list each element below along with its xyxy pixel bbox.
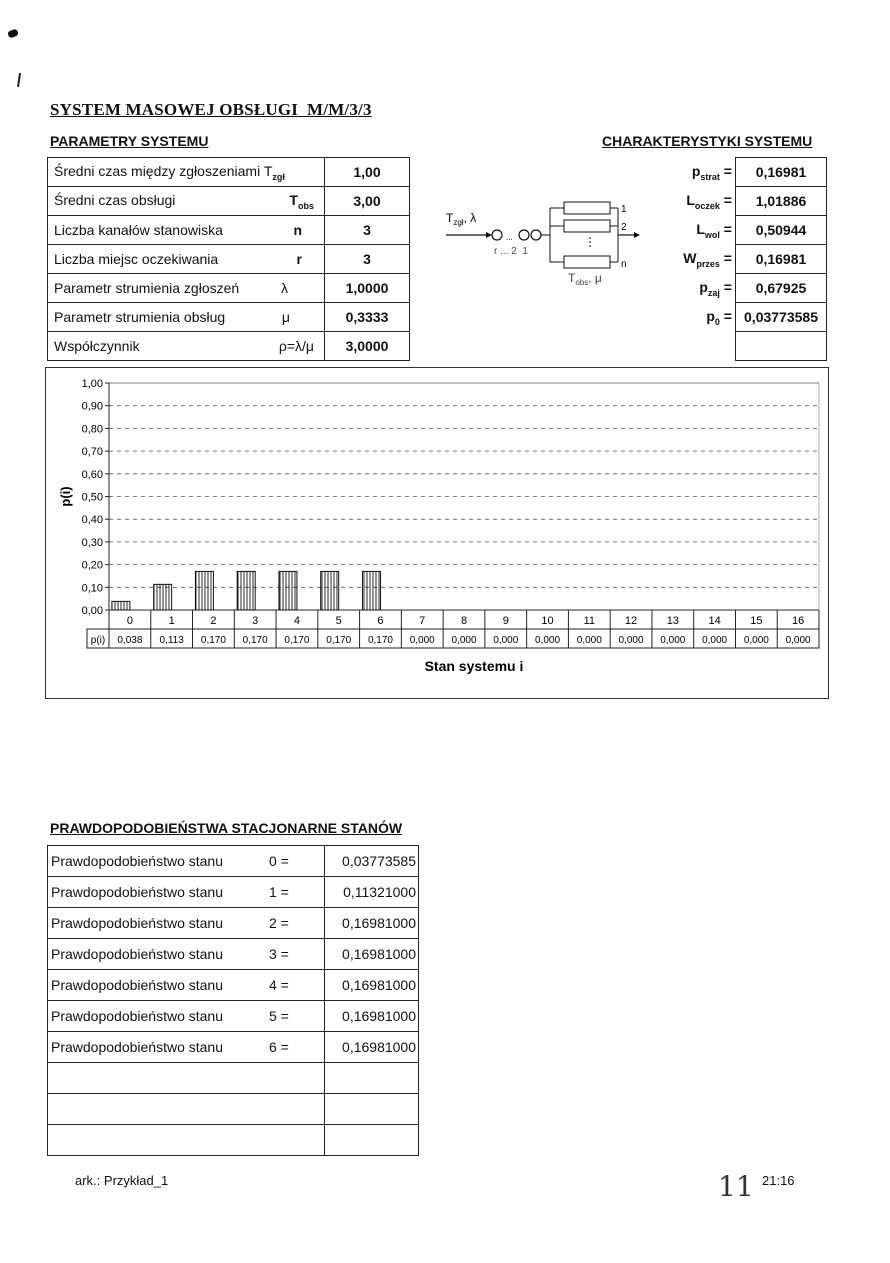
x-tick-label: 4	[293, 615, 301, 627]
data-label: 0,000	[660, 635, 686, 646]
state-index: 6 =	[269, 1039, 289, 1055]
char-value: 0,16981	[736, 158, 827, 187]
sheet-name: ark.: Przykład_1	[75, 1173, 169, 1188]
x-tick-label: 7	[419, 615, 426, 627]
state-label: Prawdopodobieństwo stanu	[51, 884, 224, 900]
x-tick-label: 16	[791, 615, 805, 627]
value-row-label: p(i)	[90, 635, 106, 646]
state-index: 1 =	[269, 884, 289, 900]
bar	[321, 571, 339, 610]
data-label: 0,000	[451, 635, 477, 646]
param-label: Liczba miejsc oczekiwania	[54, 251, 219, 267]
state-label-cell	[48, 970, 325, 1001]
channel-label: 2	[621, 222, 627, 233]
param-label: Parametr strumienia zgłoszeń	[54, 280, 240, 296]
x-axis-label: Stan systemu i	[424, 658, 524, 674]
char-key: $L_{wol}$ =	[696, 220, 732, 240]
state-value: 0,16981000	[325, 1001, 419, 1032]
char-value: 0,16981	[736, 245, 827, 274]
data-label: 0,000	[785, 635, 811, 646]
char-key-empty	[620, 332, 736, 361]
diagram-dots: ⋮	[584, 235, 596, 249]
y-tick-label: 0,50	[81, 491, 103, 504]
char-row	[620, 216, 827, 245]
x-tick-label: 8	[460, 615, 468, 627]
data-label: 0,113	[159, 635, 184, 646]
char-row	[620, 245, 827, 274]
data-label: 0,000	[576, 635, 602, 646]
data-label: 0,170	[242, 635, 268, 646]
y-tick-label: 0,00	[81, 605, 103, 617]
y-tick-label: 1,00	[81, 378, 103, 390]
param-label: Współczynnik	[54, 338, 140, 354]
param-symbol: μ	[281, 309, 290, 325]
x-tick-label: 14	[708, 615, 721, 627]
x-tick-label: 10	[541, 615, 554, 627]
bar	[195, 571, 213, 610]
state-label-cell	[48, 939, 325, 970]
state-row	[48, 908, 419, 939]
char-value: 1,01886	[736, 187, 827, 216]
char-key: $W_{przes}$ =	[683, 249, 732, 269]
state-row	[48, 1032, 419, 1063]
service-channel-icon	[564, 256, 610, 268]
param-value: 1,0000	[325, 274, 410, 303]
state-row-empty	[48, 1125, 419, 1156]
data-label: 0,170	[284, 635, 310, 646]
char-key: $p_0$ =	[706, 307, 732, 327]
data-label: 0,170	[367, 635, 393, 646]
y-tick-label: 0,20	[81, 559, 103, 572]
diagram-service-label: $T_{obs}$, μ	[568, 271, 602, 287]
channel-label: 1	[621, 204, 627, 215]
state-label-cell	[48, 846, 325, 877]
params-heading: PARAMETRY SYSTEMU	[50, 133, 209, 149]
state-label: Prawdopodobieństwo stanu	[51, 977, 224, 993]
data-label: 0,170	[326, 635, 352, 646]
char-row	[620, 158, 827, 187]
state-value: 0,16981000	[325, 939, 419, 970]
state-index: 4 =	[269, 977, 289, 993]
diagram-input-label: $T_{zgł}$, λ	[446, 211, 477, 227]
queue-diagram	[440, 192, 640, 292]
param-label: Średni czas obsługi	[54, 191, 176, 208]
bar	[154, 584, 172, 610]
state-row	[48, 970, 419, 1001]
char-key: $L_{oczek}$ =	[686, 191, 732, 211]
state-row	[48, 846, 419, 877]
state-row	[48, 939, 419, 970]
param-value: 3	[325, 216, 410, 245]
input-arrowhead-icon	[486, 232, 492, 238]
char-key: $p_{strat}$ =	[691, 162, 732, 182]
empty-cell	[48, 1125, 325, 1156]
data-label: 0,038	[117, 635, 143, 646]
param-value: 3	[325, 245, 410, 274]
state-index: 0 =	[269, 853, 289, 869]
x-tick-label: 5	[335, 615, 342, 627]
characteristics-table	[620, 157, 827, 361]
x-tick-label: 0	[126, 615, 133, 627]
state-label-cell	[48, 908, 325, 939]
y-tick-label: 0,80	[81, 423, 103, 436]
x-tick-label: 11	[583, 615, 596, 627]
param-label: Liczba kanałów stanowiska	[54, 222, 223, 238]
param-symbol: λ	[281, 280, 288, 296]
char-row	[620, 274, 827, 303]
state-value: 0,16981000	[325, 970, 419, 1001]
char-value: 0,50944	[736, 216, 827, 245]
bar	[112, 601, 130, 610]
y-tick-label: 0,90	[81, 400, 103, 413]
states-heading: PRAWDOPODOBIEŃSTWA STACJONARNE STANÓW	[50, 820, 403, 836]
char-value: 0,67925	[736, 274, 827, 303]
empty-cell	[48, 1063, 325, 1094]
param-row	[48, 158, 410, 187]
x-tick-label: 6	[377, 615, 384, 627]
empty-cell	[48, 1094, 325, 1125]
service-channel-icon	[564, 202, 610, 214]
channel-label: n	[621, 259, 627, 270]
param-symbol: n	[293, 222, 302, 238]
bar	[279, 571, 297, 610]
state-label: Prawdopodobieństwo stanu	[51, 853, 224, 869]
state-value: 0,16981000	[325, 908, 419, 939]
data-label: 0,000	[743, 635, 769, 646]
data-label: 0,000	[618, 635, 644, 646]
state-label: Prawdopodobieństwo stanu	[51, 915, 224, 931]
y-axis-label: p(i)	[58, 486, 73, 507]
state-index: 2 =	[269, 915, 289, 931]
queue-slot-icon	[519, 230, 529, 240]
parameters-table	[47, 157, 410, 361]
char-value-empty	[736, 332, 827, 361]
param-row	[48, 187, 410, 216]
data-label: 0,000	[702, 635, 728, 646]
queue-dots: ...	[506, 233, 513, 242]
param-symbol: ρ=λ/μ	[278, 338, 314, 354]
char-row	[620, 332, 827, 361]
param-row	[48, 274, 410, 303]
param-label: Parametr strumienia obsług	[54, 309, 226, 325]
y-tick-label: 0,30	[81, 536, 103, 549]
param-sub: zgł	[272, 171, 285, 182]
state-label-cell	[48, 1001, 325, 1032]
param-symbol: $T_{obs}$	[289, 191, 314, 211]
page-title: SYSTEM MASOWEJ OBSŁUGI M/M/3/3	[50, 100, 372, 119]
param-row	[48, 332, 410, 361]
print-time: 21:16	[762, 1173, 795, 1188]
param-row	[48, 303, 410, 332]
y-tick-label: 0,70	[81, 446, 103, 459]
state-label: Prawdopodobieństwo stanu	[51, 1039, 224, 1055]
queue-slot-icon	[531, 230, 541, 240]
empty-cell	[325, 1094, 419, 1125]
param-label: Średni czas między zgłoszeniami T	[54, 162, 273, 179]
state-row	[48, 1001, 419, 1032]
x-tick-label: 3	[252, 615, 259, 627]
char-key: $p_{zaj}$ =	[699, 278, 732, 298]
bar	[237, 571, 255, 610]
state-label: Prawdopodobieństwo stanu	[51, 946, 224, 962]
char-row	[620, 187, 827, 216]
scan-mark	[7, 29, 19, 39]
state-row	[48, 877, 419, 908]
x-tick-label: 12	[624, 615, 638, 627]
param-value: 1,00	[325, 158, 410, 187]
empty-cell	[325, 1063, 419, 1094]
x-tick-label: 15	[750, 615, 763, 627]
state-label-cell	[48, 1032, 325, 1063]
states-table	[47, 845, 419, 1156]
state-label-cell	[48, 877, 325, 908]
x-tick-label: 13	[666, 615, 679, 627]
y-tick-label: 0,60	[81, 468, 103, 481]
state-index: 3 =	[269, 946, 289, 962]
x-tick-label: 9	[502, 615, 509, 627]
param-row	[48, 216, 410, 245]
data-label: 0,000	[409, 635, 435, 646]
scan-mark	[17, 73, 21, 87]
data-label: 0,170	[200, 635, 226, 646]
empty-cell	[325, 1125, 419, 1156]
state-index: 5 =	[269, 1008, 289, 1024]
data-label: 0,000	[493, 635, 519, 646]
param-row	[48, 245, 410, 274]
state-value: 0,11321000	[325, 877, 419, 908]
characteristics-heading: CHARAKTERYSTYKI SYSTEMU	[602, 133, 813, 149]
diagram-queue-label: r ... 2 1	[494, 246, 528, 257]
y-tick-label: 0,10	[81, 582, 103, 595]
handwritten-page-mark: 11	[718, 1170, 754, 1203]
state-row-empty	[48, 1063, 419, 1094]
param-value: 3,0000	[325, 332, 410, 361]
service-channel-icon	[564, 220, 610, 232]
char-value: 0,03773585	[736, 303, 827, 332]
data-label: 0,000	[535, 635, 561, 646]
state-value: 0,03773585	[325, 846, 419, 877]
param-value: 0,3333	[325, 303, 410, 332]
state-label: Prawdopodobieństwo stanu	[51, 1008, 224, 1024]
queue-slot-icon	[492, 230, 502, 240]
param-value: 3,00	[325, 187, 410, 216]
y-tick-label: 0,40	[81, 514, 103, 527]
state-probability-chart	[45, 367, 827, 697]
state-row-empty	[48, 1094, 419, 1125]
char-row	[620, 303, 827, 332]
state-value: 0,16981000	[325, 1032, 419, 1063]
x-tick-label: 1	[168, 615, 175, 627]
param-symbol: r	[296, 251, 302, 267]
x-tick-label: 2	[210, 615, 217, 627]
bar	[362, 571, 380, 610]
